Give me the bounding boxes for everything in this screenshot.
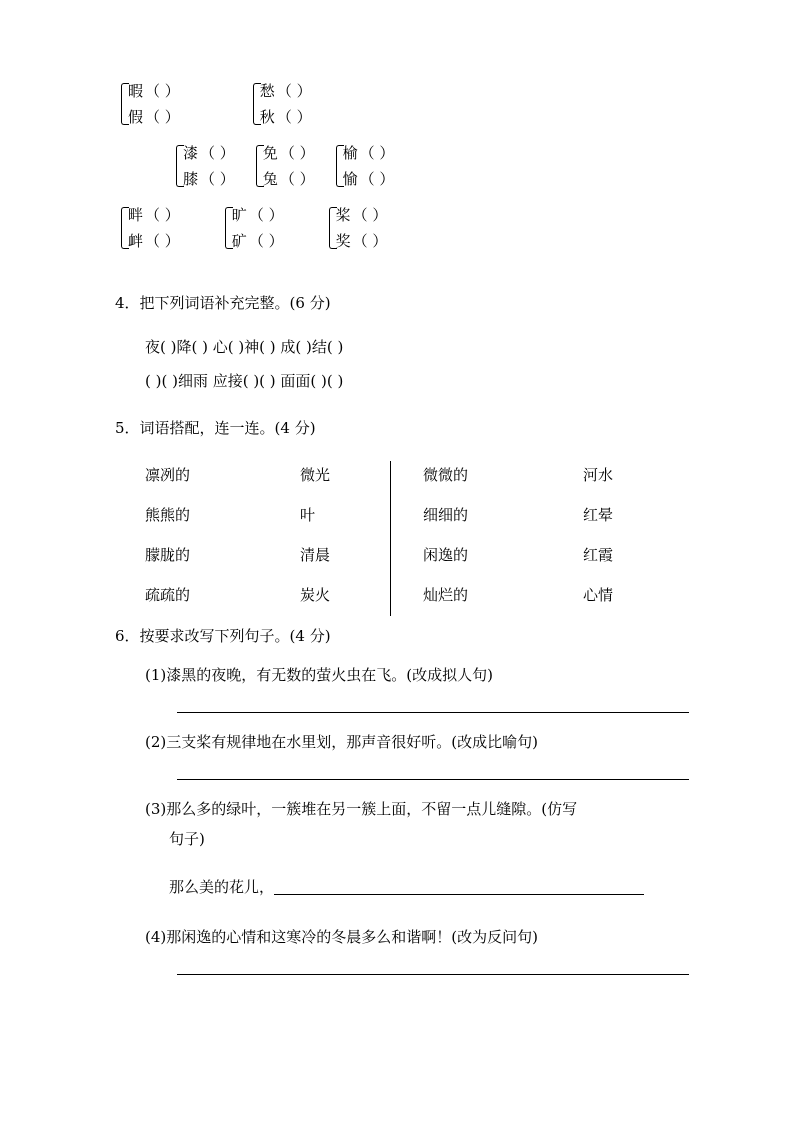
char: 旷 [231,206,247,224]
brace-icon [173,140,182,192]
exercise-5-heading [115,417,316,438]
answer-line-1[interactable] [177,712,689,713]
brace-icon [118,78,127,130]
match-left-adjectives [145,455,300,620]
answer-line-3[interactable] [274,878,644,895]
match-item[interactable]: 心情 [583,586,614,604]
match-item[interactable]: 闲逸的 [423,546,469,564]
word-fill-row[interactable]: 夜( )降( ) 心( )神( ) 成( )结( ) [145,338,344,356]
char: 矿 [231,232,247,250]
match-item[interactable]: 微光 [300,466,331,484]
bracket-line [343,166,395,192]
bracket-row [173,140,718,192]
exercise-6-item-3-cont: 句子) [169,830,205,848]
exercise-5-title: 词语搭配，连一连。(4 分) [139,419,316,437]
answer-paren[interactable]: （ ） [248,206,284,224]
bracket-group [333,140,395,192]
char: 暇 [128,82,144,100]
answer-paren[interactable]: （ ） [276,108,312,126]
match-item[interactable]: 炭火 [300,586,331,604]
answer-paren[interactable]: （ ） [352,232,388,250]
bracket-row [118,78,718,130]
bracket-group [250,78,312,130]
answer-paren[interactable]: （ ） [359,170,395,188]
char: 免 [262,144,278,162]
bracket-line [128,104,180,130]
match-item[interactable]: 红晕 [583,506,614,524]
bracket-line [128,228,180,254]
char: 膝 [183,170,199,188]
char: 愉 [342,170,358,188]
exercise-4-title: 把下列词语补充完整。(6 分) [139,294,331,312]
match-right-adjectives [423,455,583,620]
char: 奖 [335,232,351,250]
bracket-line [232,228,284,254]
exercise-6-title: 按要求改写下列句子。(4 分) [139,627,331,645]
bracket-row [118,202,718,254]
exercise-6-item-3-prompt: 那么美的花儿， [169,878,275,896]
match-item[interactable]: 细细的 [423,506,469,524]
answer-paren[interactable]: （ ） [276,82,312,100]
bracket-line [336,202,388,228]
brace-icon [326,202,335,254]
word-fill-row[interactable]: ( )( )细雨 应接( )( ) 面面( )( ) [145,372,344,390]
char: 漆 [183,144,199,162]
exercise-6-item-4: (4)那闲逸的心情和这寒冷的冬晨多么和谐啊！(改为反问句) [145,928,538,946]
char: 衅 [128,232,144,250]
bracket-group [118,202,180,254]
bracket-line [128,202,180,228]
bracket-line [336,228,388,254]
exercise-4-heading [115,292,331,313]
bracket-line [260,78,312,104]
brace-icon [253,140,262,192]
answer-paren[interactable]: （ ） [145,206,180,224]
exercise-6-item-3: (3)那么多的绿叶，一簇堆在另一簇上面，不留一点儿缝隙。(仿写 [145,800,578,818]
match-item[interactable]: 熊熊的 [145,506,191,524]
exercise-4-body [145,330,725,398]
answer-paren[interactable]: （ ） [359,144,395,162]
answer-paren[interactable]: （ ） [200,144,235,162]
match-item[interactable]: 红霞 [583,546,614,564]
column-divider [390,461,391,616]
match-item[interactable]: 疏疏的 [145,586,191,604]
char: 兔 [262,170,278,188]
exercise-3-bracket-pairs [118,78,718,264]
exercise-6-heading [115,625,331,646]
bracket-group [118,78,180,130]
bracket-line [128,78,180,104]
answer-line-2[interactable] [177,779,689,780]
char: 榆 [342,144,358,162]
brace-icon [222,202,231,254]
answer-paren[interactable]: （ ） [352,206,388,224]
answer-line-4[interactable] [177,974,689,975]
char: 愁 [259,82,275,100]
exercise-6-item-1: (1)漆黑的夜晚，有无数的萤火虫在飞。(改成拟人句) [145,666,493,684]
match-item[interactable]: 灿烂的 [423,586,469,604]
bracket-group [326,202,388,254]
match-item[interactable]: 河水 [583,466,614,484]
bracket-line [232,202,284,228]
match-item[interactable]: 清晨 [300,546,331,564]
answer-paren[interactable]: （ ） [145,82,180,100]
exercise-6-number: 6． [115,627,140,645]
char: 假 [128,108,144,126]
char: 畔 [128,206,144,224]
answer-paren[interactable]: （ ） [200,170,235,188]
answer-paren[interactable]: （ ） [145,232,180,250]
bracket-line [263,140,315,166]
bracket-line [343,140,395,166]
exercise-6-item-2: (2)三支桨有规律地在水里划，那声音很好听。(改成比喻句) [145,733,538,751]
answer-paren[interactable]: （ ） [279,144,315,162]
bracket-line [183,166,235,192]
answer-paren[interactable]: （ ） [279,170,315,188]
exercise-4-number: 4． [115,294,140,312]
match-item[interactable]: 叶 [300,506,316,524]
answer-paren[interactable]: （ ） [248,232,284,250]
match-item[interactable]: 微微的 [423,466,469,484]
bracket-line [183,140,235,166]
exercise-5-number: 5． [115,419,140,437]
match-item[interactable]: 朦胧的 [145,546,191,564]
bracket-group [253,140,315,192]
match-left-nouns [300,455,390,620]
brace-icon [333,140,342,192]
brace-icon [118,202,127,254]
bracket-group [173,140,235,192]
char: 秋 [259,108,275,126]
bracket-line [260,104,312,130]
exercise-5-matching [145,455,705,620]
bracket-group [222,202,284,254]
exercise-6-body [145,660,745,989]
match-right-nouns [583,455,673,620]
bracket-line [263,166,315,192]
brace-icon [250,78,259,130]
match-item[interactable]: 凛冽的 [145,466,191,484]
answer-paren[interactable]: （ ） [145,108,180,126]
exercise-6-item-3-prompt-row [169,872,745,902]
char: 桨 [335,206,351,224]
